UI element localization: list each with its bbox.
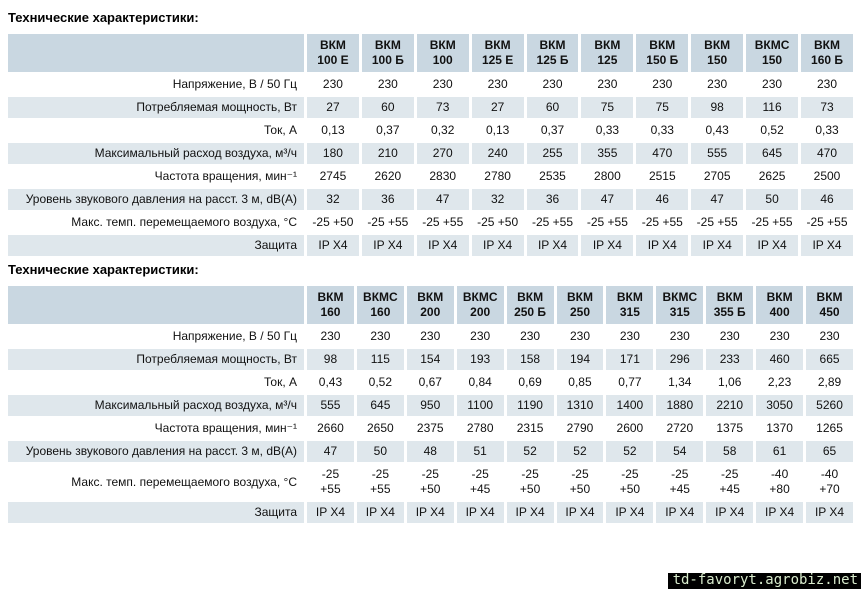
value-cell: 255: [527, 143, 579, 164]
value-cell: 210: [362, 143, 414, 164]
column-header: ВКМ 160: [307, 286, 354, 324]
column-header: ВКМ 400: [756, 286, 803, 324]
value-cell: 36: [362, 189, 414, 210]
value-cell: IP X4: [357, 502, 404, 523]
column-header: ВКМС 150: [746, 34, 798, 72]
value-cell: 2800: [594, 169, 621, 183]
spec-table: [5, 32, 856, 258]
column-header: ВКМ 100 Б: [362, 34, 414, 72]
value-cell: IP X4: [806, 502, 853, 523]
value-cell: -25 +50: [477, 215, 519, 229]
value-cell: 60: [362, 97, 414, 118]
table-row: [8, 349, 853, 370]
value-cell: 1,06: [718, 375, 742, 389]
value-cell: IP X4: [756, 502, 803, 523]
row-label: Ток, А: [8, 120, 304, 141]
value-cell: 270: [417, 143, 469, 164]
column-header: ВКМ 250: [557, 286, 604, 324]
value-cell: 645: [357, 395, 404, 416]
value-cell: 48: [407, 441, 454, 462]
row-label: Частота вращения, мин⁻¹: [8, 418, 304, 439]
value-cell: 230: [377, 77, 398, 91]
value-cell: 52: [557, 441, 604, 462]
value-cell: IP X4: [507, 502, 554, 523]
value-cell: 230: [432, 77, 453, 91]
value-cell: IP X4: [691, 235, 743, 256]
column-header: ВКМ 160 Б: [801, 34, 853, 72]
row-label: Частота вращения, мин⁻¹: [8, 166, 304, 187]
value-cell: 230: [322, 77, 343, 91]
value-cell: -25 +50: [569, 467, 591, 496]
value-cell: 1370: [766, 421, 793, 435]
value-cell: -25 +55: [751, 215, 793, 229]
column-header: ВКМ 125 Б: [527, 34, 579, 72]
value-cell: 0,77: [618, 375, 642, 389]
value-cell: 98: [307, 349, 354, 370]
value-cell: 1100: [457, 395, 504, 416]
value-cell: 230: [669, 329, 690, 343]
column-header: ВКМС 315: [656, 286, 703, 324]
value-cell: 1190: [507, 395, 554, 416]
value-cell: IP X4: [362, 235, 414, 256]
value-cell: -40 +80: [769, 467, 790, 496]
value-cell: 2620: [374, 169, 402, 183]
value-cell: 2720: [666, 421, 694, 435]
table-row: [8, 326, 853, 347]
column-header: ВКМ 355 Б: [706, 286, 753, 324]
value-cell: IP X4: [307, 235, 359, 256]
value-cell: 1310: [557, 395, 604, 416]
value-cell: 230: [520, 329, 541, 343]
value-cell: 2500: [813, 169, 841, 183]
value-cell: IP X4: [801, 235, 853, 256]
value-cell: 60: [527, 97, 579, 118]
value-cell: -25 +55: [367, 215, 409, 229]
value-cell: -25 +45: [669, 467, 690, 496]
value-cell: IP X4: [472, 235, 524, 256]
value-cell: 470: [801, 143, 853, 164]
table-row: [8, 120, 853, 141]
table-row: [8, 97, 853, 118]
value-cell: 0,69: [518, 375, 542, 389]
value-cell: 36: [527, 189, 579, 210]
table-row: [8, 464, 853, 500]
table-row: [8, 372, 853, 393]
value-cell: 47: [307, 441, 354, 462]
value-cell: 73: [801, 97, 853, 118]
value-cell: -25 +55: [806, 215, 848, 229]
value-cell: 2705: [703, 169, 731, 183]
value-cell: 54: [656, 441, 703, 462]
table-title: Технические характеристики:: [8, 10, 199, 25]
value-cell: 230: [420, 329, 441, 343]
value-cell: 230: [816, 77, 838, 91]
value-cell: IP X4: [706, 502, 753, 523]
value-cell: 115: [357, 349, 404, 370]
value-cell: 46: [636, 189, 688, 210]
value-cell: 0,13: [321, 123, 345, 137]
row-label: Потребляемая мощность, Вт: [8, 349, 304, 370]
value-cell: IP X4: [581, 235, 633, 256]
value-cell: 0,52: [368, 375, 393, 389]
value-cell: 158: [507, 349, 554, 370]
value-cell: 2315: [516, 421, 544, 435]
table-row: [8, 441, 853, 462]
value-cell: 116: [746, 97, 798, 118]
value-cell: -25 +55: [370, 467, 391, 496]
value-cell: -25 +55: [320, 467, 341, 496]
value-cell: 2,23: [767, 375, 792, 389]
value-cell: 2210: [706, 395, 753, 416]
value-cell: 2375: [416, 421, 444, 435]
value-cell: 0,85: [568, 375, 592, 389]
value-cell: 0,37: [376, 123, 400, 137]
table-row: [8, 502, 853, 523]
value-cell: 2660: [317, 421, 344, 435]
value-cell: 665: [806, 349, 853, 370]
value-cell: IP X4: [606, 502, 653, 523]
value-cell: 230: [569, 329, 590, 343]
value-cell: -40 +70: [819, 467, 840, 496]
value-cell: 233: [706, 349, 753, 370]
value-cell: 2,89: [817, 375, 842, 389]
row-label: Уровень звукового давления на расст. 3 м, dB(A): [8, 441, 304, 462]
value-cell: -25 +50: [619, 467, 641, 496]
table-row: [8, 395, 853, 416]
column-header: ВКМ 100: [417, 34, 469, 72]
column-header: ВКМ 250 Б: [507, 286, 554, 324]
value-cell: 0,32: [431, 123, 455, 137]
value-cell: 230: [487, 77, 508, 91]
value-cell: 230: [819, 329, 840, 343]
value-cell: IP X4: [746, 235, 798, 256]
value-cell: 193: [457, 349, 504, 370]
row-label: Защита: [8, 235, 304, 256]
row-label: Ток, А: [8, 372, 304, 393]
value-cell: 65: [806, 441, 853, 462]
column-header: ВКМ 125: [581, 34, 633, 72]
value-cell: 58: [706, 441, 753, 462]
column-header: ВКМ 150 Б: [636, 34, 688, 72]
row-label: Потребляемая мощность, Вт: [8, 97, 304, 118]
value-cell: 51: [457, 441, 504, 462]
value-cell: 2625: [758, 169, 786, 183]
value-cell: 1400: [606, 395, 653, 416]
value-cell: 98: [691, 97, 743, 118]
value-cell: 2535: [539, 169, 566, 183]
table-row: [8, 189, 853, 210]
row-label: Защита: [8, 502, 304, 523]
value-cell: 1880: [656, 395, 703, 416]
table-row: [8, 166, 853, 187]
value-cell: 75: [636, 97, 688, 118]
value-cell: 0,43: [705, 123, 729, 137]
value-cell: IP X4: [527, 235, 579, 256]
value-cell: 555: [307, 395, 354, 416]
value-cell: 194: [557, 349, 604, 370]
spec-table-block-1: [8, 10, 859, 258]
value-cell: 230: [719, 329, 740, 343]
value-cell: 0,33: [650, 123, 674, 137]
value-cell: IP X4: [457, 502, 504, 523]
value-cell: IP X4: [307, 502, 354, 523]
value-cell: IP X4: [557, 502, 604, 523]
column-header: ВКМ 125 Е: [472, 34, 524, 72]
value-cell: 47: [581, 189, 633, 210]
value-cell: 230: [619, 329, 640, 343]
value-cell: 32: [307, 189, 359, 210]
value-cell: 75: [581, 97, 633, 118]
column-header: ВКМ 100 Е: [307, 34, 359, 72]
value-cell: 230: [470, 329, 491, 343]
value-cell: 47: [691, 189, 743, 210]
value-cell: 2650: [367, 421, 394, 435]
row-label: Макс. темп. перемещаемого воздуха, °С: [8, 464, 304, 500]
value-cell: -25 +55: [422, 215, 464, 229]
value-cell: 230: [769, 329, 790, 343]
value-cell: 555: [691, 143, 743, 164]
value-cell: 46: [801, 189, 853, 210]
header-row: [8, 34, 853, 72]
value-cell: -25 +45: [719, 467, 740, 496]
value-cell: 2600: [616, 421, 644, 435]
value-cell: 180: [307, 143, 359, 164]
value-cell: 2790: [566, 421, 594, 435]
value-cell: 230: [652, 77, 673, 91]
value-cell: 1375: [716, 421, 744, 435]
value-cell: IP X4: [417, 235, 469, 256]
value-cell: 52: [507, 441, 554, 462]
table-row: [8, 143, 853, 164]
value-cell: 50: [746, 189, 798, 210]
header-row: [8, 286, 853, 324]
header-label-cell: [8, 286, 304, 324]
value-cell: 47: [417, 189, 469, 210]
value-cell: 0,84: [468, 375, 492, 389]
value-cell: IP X4: [407, 502, 454, 523]
table-row: [8, 74, 853, 95]
value-cell: 460: [756, 349, 803, 370]
column-header: ВКМ 150: [691, 34, 743, 72]
value-cell: 1,34: [668, 375, 692, 389]
value-cell: 171: [606, 349, 653, 370]
value-cell: 2780: [466, 421, 494, 435]
value-cell: 27: [307, 97, 359, 118]
value-cell: 230: [370, 329, 391, 343]
value-cell: 355: [581, 143, 633, 164]
value-cell: -25 +55: [586, 215, 628, 229]
row-label: Напряжение, В / 50 Гц: [8, 74, 304, 95]
row-label: Макс. темп. перемещаемого воздуха, °С: [8, 212, 304, 233]
value-cell: 230: [762, 77, 783, 91]
value-cell: 2745: [319, 169, 347, 183]
row-label: Максимальный расход воздуха, м³/ч: [8, 143, 304, 164]
value-cell: -25 +50: [519, 467, 541, 496]
value-cell: 0,67: [418, 375, 442, 389]
value-cell: 0,33: [595, 123, 620, 137]
column-header: ВКМС 200: [457, 286, 504, 324]
value-cell: 5260: [806, 395, 853, 416]
value-cell: 950: [407, 395, 454, 416]
value-cell: 154: [407, 349, 454, 370]
value-cell: 230: [707, 77, 728, 91]
value-cell: -25 +50: [420, 467, 441, 496]
value-cell: 27: [472, 97, 524, 118]
value-cell: 32: [472, 189, 524, 210]
value-cell: -25 +55: [641, 215, 683, 229]
value-cell: 0,43: [318, 375, 343, 389]
column-header: ВКМ 450: [806, 286, 853, 324]
value-cell: IP X4: [656, 502, 703, 523]
value-cell: 2830: [429, 169, 457, 183]
table-row: [8, 418, 853, 439]
value-cell: 0,52: [760, 123, 784, 137]
spec-table: [5, 284, 856, 525]
value-cell: 73: [417, 97, 469, 118]
header-label-cell: [8, 34, 304, 72]
value-cell: 61: [756, 441, 803, 462]
value-cell: 240: [472, 143, 524, 164]
value-cell: 230: [597, 77, 618, 91]
value-cell: 645: [746, 143, 798, 164]
value-cell: 0,13: [485, 123, 510, 137]
value-cell: -25 +45: [469, 467, 491, 496]
value-cell: IP X4: [636, 235, 688, 256]
table-row: [8, 212, 853, 233]
value-cell: 52: [606, 441, 653, 462]
value-cell: 2515: [648, 169, 676, 183]
value-cell: 50: [357, 441, 404, 462]
row-label: Напряжение, В / 50 Гц: [8, 326, 304, 347]
value-cell: 3050: [756, 395, 803, 416]
column-header: ВКМС 160: [357, 286, 404, 324]
value-cell: 230: [542, 77, 563, 91]
value-cell: 0,37: [540, 123, 565, 137]
value-cell: -25 +55: [531, 215, 574, 229]
value-cell: 2780: [484, 169, 511, 183]
value-cell: 1265: [816, 421, 843, 435]
value-cell: -25 +55: [696, 215, 738, 229]
table-title: Технические характеристики:: [8, 262, 199, 277]
value-cell: 470: [636, 143, 688, 164]
spec-table-block-2: [8, 262, 859, 525]
row-label: Уровень звукового давления на расст. 3 м, dB(A): [8, 189, 304, 210]
table-row: [8, 235, 853, 256]
row-label: Максимальный расход воздуха, м³/ч: [8, 395, 304, 416]
value-cell: 0,33: [815, 123, 839, 137]
value-cell: -25 +50: [312, 215, 354, 229]
column-header: ВКМ 315: [606, 286, 653, 324]
value-cell: 230: [320, 329, 341, 343]
column-header: ВКМ 200: [407, 286, 454, 324]
watermark: td-favoryt.agrobiz.net: [668, 573, 861, 589]
value-cell: 296: [656, 349, 703, 370]
